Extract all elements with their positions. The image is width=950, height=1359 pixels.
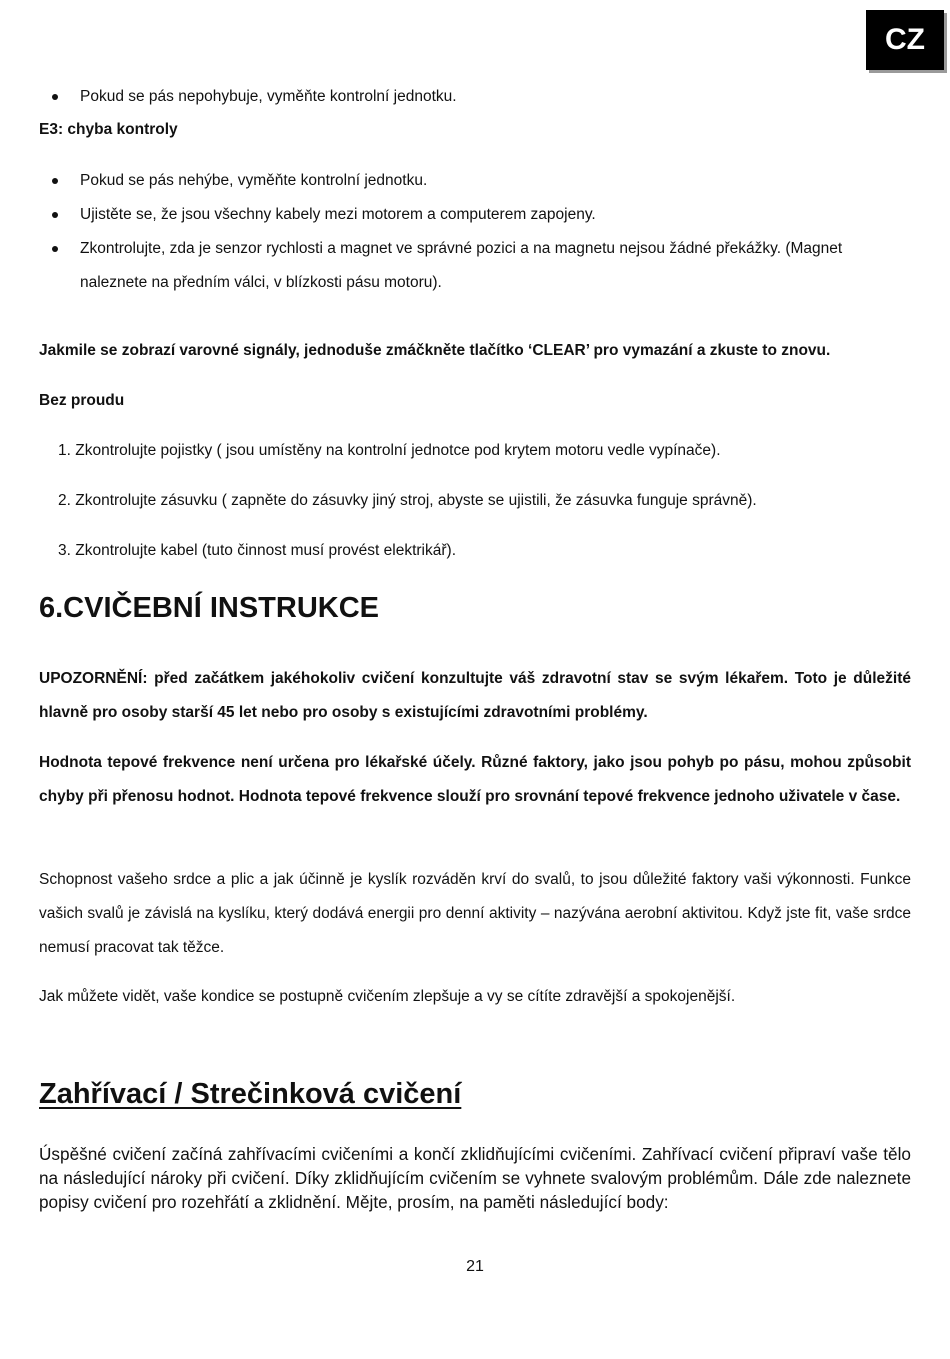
- no-power-title: Bez proudu: [39, 392, 125, 409]
- top-bullet-list: [39, 80, 911, 114]
- list-item: Zkontrolujte, zda je senzor rychlosti a magnet ve správné pozici a na magnetu nejsou žádné překážky. (Magnet naleznete na předním válci, v blízkosti pásu motoru).: [39, 232, 911, 300]
- list-item: 1. Zkontrolujte pojistky ( jsou umístěny na kontrolní jednotce pod krytem motoru vedle vypínače).: [58, 442, 721, 459]
- page-number: 21: [466, 1258, 484, 1275]
- warning-text: UPOZORNĚNÍ: před začátkem jakéhokoliv cvičení konzultujte váš zdravotní stav se svým lékařem. Toto je důležité hlavně pro osoby starší 45 let nebo pro osoby s existujícími zdravotními problémy.: [39, 670, 911, 721]
- list-item: 3. Zkontrolujte kabel (tuto činnost musí provést elektrikář).: [58, 542, 456, 559]
- warmup-heading: Zahřívací / Strečinková cvičení: [39, 1078, 462, 1110]
- list-item: Pokud se pás nepohybuje, vyměňte kontrolní jednotku.: [39, 80, 911, 114]
- fitness-paragraph: Schopnost vašeho srdce a plic a jak účinně je kyslík rozváděn krví do svalů, to jsou důležité faktory vaši výkonnosti. Funkce vašich svalů je závislá na kyslíku, který dodává energii pro denní aktivity – nazývána aerobní aktivitou. Když jste fit, vaše srdce nemusí pracovat tak těžce.: [39, 871, 911, 956]
- section-heading: 6.CVIČEBNÍ INSTRUKCE: [39, 592, 379, 624]
- no-power-list: [39, 434, 911, 568]
- language-badge: CZ: [866, 10, 944, 70]
- list-item: Ujistěte se, že jsou všechny kabely mezi motorem a computerem zapojeny.: [39, 198, 911, 232]
- list-item: Pokud se pás nehýbe, vyměňte kontrolní jednotku.: [39, 164, 911, 198]
- warmup-intro: Úspěšné cvičení začíná zahřívacími cvičeními a končí zklidňujícími cvičeními. Zahřívací cvičení připraví vaše tělo na následující nároky při cvičení. Díky zklidňujícím cvičením se vyhnete svalovým problémům. Dále zde naleznete popisy cvičení pro rozehřátí a zklidnění. Mějte, prosím, na paměti následující body:: [39, 1144, 911, 1212]
- list-item: 2. Zkontrolujte zásuvku ( zapněte do zásuvky jiný stroj, abyste se ujistili, že zásuvka funguje správně).: [58, 492, 757, 509]
- e3-title: E3: chyba kontroly: [39, 121, 178, 138]
- clear-note: Jakmile se zobrazí varovné signály, jednoduše zmáčkněte tlačítko ‘CLEAR’ pro vymazání a zkuste to znovu.: [39, 342, 831, 359]
- e3-bullet-list: [39, 164, 911, 300]
- heart-rate-note: Hodnota tepové frekvence není určena pro lékařské účely. Různé faktory, jako jsou pohyb po pásu, mohou způsobit chyby při přenosu hodnot. Hodnota tepové frekvence slouží pro srovnání tepové frekvence jednoho uživatele v čase.: [39, 754, 911, 805]
- fitness-summary: Jak můžete vidět, vaše kondice se postupně cvičením zlepšuje a vy se cítíte zdravější a spokojenější.: [39, 988, 736, 1005]
